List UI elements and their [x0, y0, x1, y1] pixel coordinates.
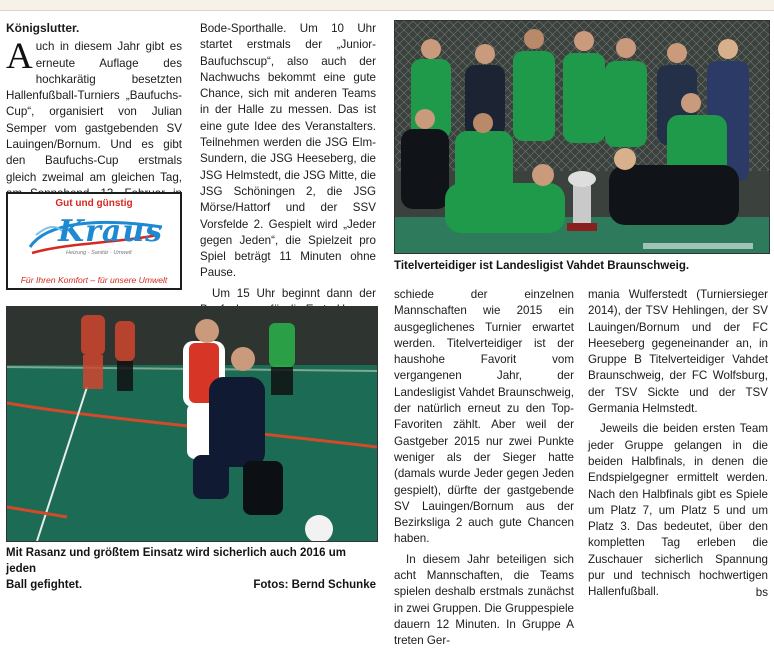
dateline: Königslutter.	[6, 21, 80, 35]
ad-brand: Kraus	[58, 214, 164, 249]
paragraph: mania Wulferstedt (Turniersieger 2014), der TSV Hehlingen, der SV Lauingen/Bornum und der FC Heeseberg gegeneinander an, in Gruppe B Titelverteidiger Vahdet Braunschweig, der FC Wolfsburg, der TSV Sickte und der TSV Germania Helmstedt.	[588, 288, 768, 416]
action-photo-caption	[6, 545, 376, 593]
drop-cap: A	[6, 36, 33, 78]
author-initials: bs	[755, 585, 768, 599]
paragraph: uch in diesem Jahr gibt es erneute Auflage des hochkarätig besetzten Hallenfußball-Turniers „Baufuchs-Cup“, organisiert von Julian Semper vom gastgebenden SV Lauingen/Bornum. Und es gibt den Baufuchs-Cup erstmals gleich zweimal am gleichen Tag,	[6, 40, 182, 184]
ad-services: Heizung · Sanitär · Umwelt	[66, 250, 132, 256]
paragraph: In diesem Jahr beteiligen sich acht Mannschaften, die Teams spielen deshalb erstmals zunächst in zwei Gruppen. Die Gruppespiele dauern 12 Minuten. In Gruppe A treten Ger-	[394, 552, 574, 648]
caption-line: Mit Rasanz und größtem Einsatz wird sicherlich auch 2016 um jeden	[6, 547, 346, 575]
kraus-advertisement[interactable]	[6, 192, 182, 290]
action-photo-illustration	[7, 307, 377, 541]
paragraph: Jeweils die beiden ersten Team jeder Gruppe gelangen in die beiden Halbfinals, in denen die Endspielgegner ermittelt werden. Nach den Halbfinals gibt es Spiele um Platz 7, um Platz 5 und um Platz 3. Das bedeutet, über den kompletten Tag erleben die Zuschauer sicherlich Spannung pur und technisch hochwertigen Hallenfußball.	[588, 422, 768, 599]
ad-footer: Für Ihren Komfort – für unsere Umwelt	[20, 275, 168, 285]
page-header-band	[0, 0, 774, 11]
paragraph: Bode-Sporthalle. Um 10 Uhr startet erstmals der „Junior-Baufuchscup“, also auch der Nachwuchs bekommt eine gute Chance, sich mit anderen Teams in der Halle zu messen. Das ist eine gute Idee des Veranstalters. Teilnehmen werden die JSG Elm-Sundern, die JSG Heeseberg, die JSG Helmstedt, die JSG Mitte, die JSG Schöningen 2, die JSG Mörse/Hattorf und der SSV Vorsfelde 2. Gespielt wird „Jeder gegen Jeden“, die Spielzeit pro Spiel beträgt 11 Minuten ohne Pause.	[200, 22, 376, 280]
team-photo-illustration	[395, 21, 769, 253]
article-column-3	[394, 287, 574, 654]
team-photo	[394, 20, 770, 254]
action-photo	[6, 306, 378, 542]
ad-tagline: Gut und günstig	[55, 198, 133, 209]
caption-line: Ball gefightet.	[6, 579, 83, 591]
article-column-2	[200, 21, 376, 355]
article-column-4	[588, 287, 768, 601]
paragraph: Um 15 Uhr beginnt dann der	[212, 286, 376, 300]
photo-credit: Fotos: Bernd Schunke	[253, 579, 376, 591]
paragraph: schiede der einzelnen Mannschaften wie 2015 ein ausgeglichenes Turnier erwartet werden. Titelverteidiger ist der haushohe Favorit vom vergangenen Jahr, der Landesligist Vahdet Braunschweig, der natürlich erneut zu den Top-Favoriten zählt. Aber weil der Gastgeber 2015 nur zwei Punkte weniger als der Sieger hatte (damals wurde Jeder gegen Jeden gespielt), dürfte der gastgebende SV Lauingen/Bornum aus der Bezirksliga 2 auch gute Chancen haben.	[394, 288, 574, 546]
team-photo-caption: Titelverteidiger ist Landesligist Vahdet Braunschweig.	[394, 260, 690, 272]
